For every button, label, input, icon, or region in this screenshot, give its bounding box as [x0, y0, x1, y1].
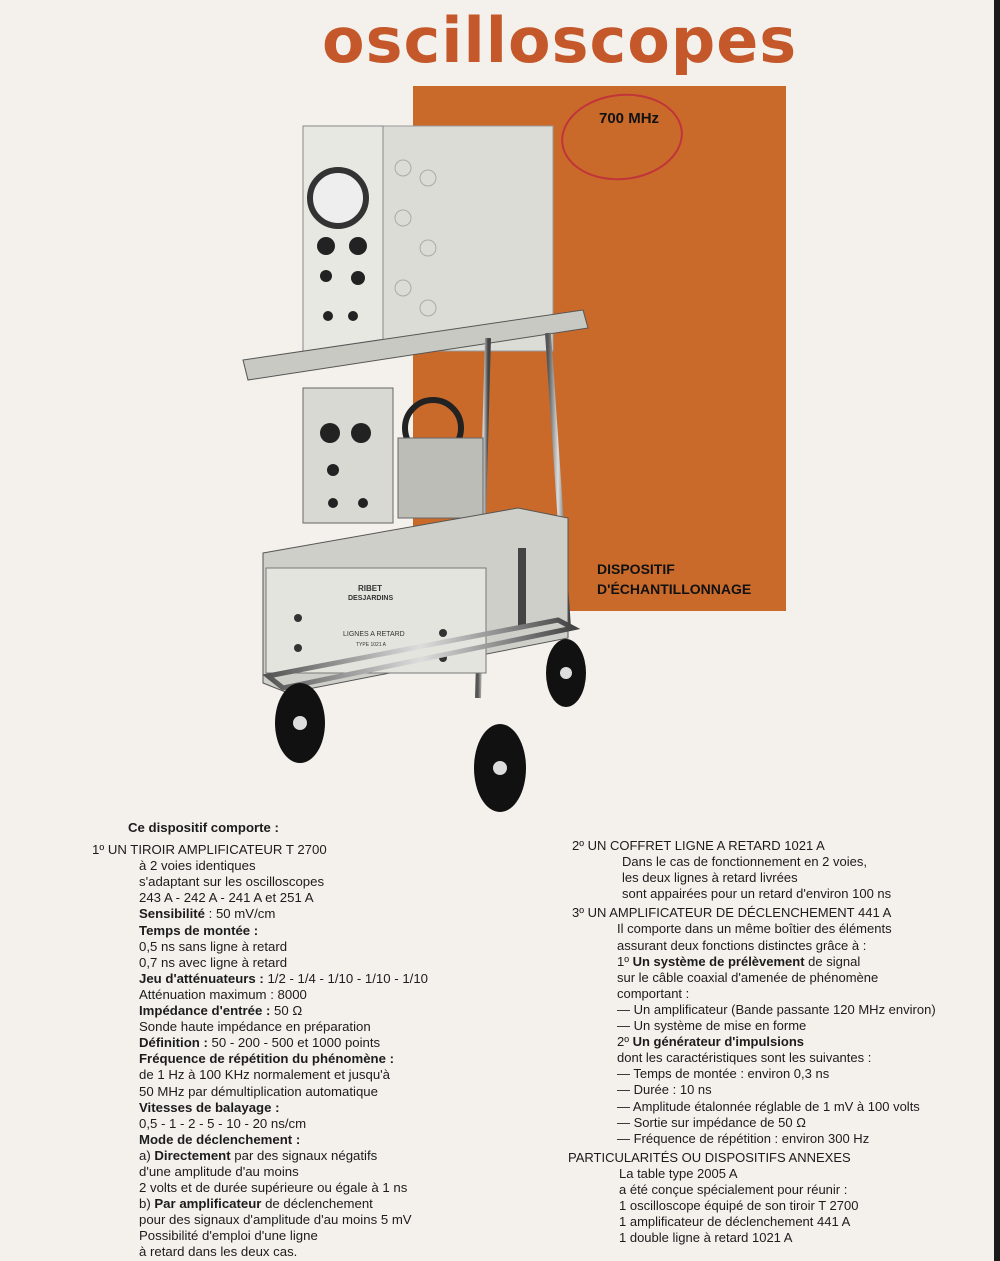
annex-title: PARTICULARITÉS OU DISPOSITIFS ANNEXES	[568, 1149, 851, 1165]
spec-label: Sensibilité	[139, 906, 205, 922]
cart-brand-text: RIBET	[358, 584, 382, 593]
text-line	[617, 954, 936, 970]
text-line: — Fréquence de répétition : environ 300 Hz	[617, 1130, 870, 1146]
text-line: s'adaptant sur les oscilloscopes	[139, 874, 325, 890]
text-line	[139, 1003, 428, 1019]
item3-title: 3º UN AMPLIFICATEUR DE DÉCLENCHEMENT 441 A	[572, 905, 892, 921]
spec-label: Mode de déclenchement :	[139, 1131, 301, 1147]
spec-label: Vitesses de balayage :	[139, 1099, 280, 1115]
text-line: 0,5 - 1 - 2 - 5 - 10 - 20 ns/cm	[139, 1115, 307, 1131]
text-line: 2 volts et de durée supérieure ou égale à 1 ns	[139, 1180, 408, 1196]
text-line: les deux lignes à retard livrées	[622, 870, 798, 886]
text-line: Dans le cas de fonctionnement en 2 voies,	[622, 854, 867, 870]
text-line: sont appairées pour un retard d'environ 100 ns	[622, 886, 892, 902]
text-line: dont les caractéristiques sont les suivantes :	[617, 1050, 872, 1066]
text-line: assurant deux fonctions distinctes grâce à :	[617, 937, 867, 953]
spec-label: Un générateur d'impulsions	[632, 1034, 804, 1050]
text-line: — Un amplificateur (Bande passante 120 MHz environ)	[617, 1001, 936, 1017]
cart-panel-label: LIGNES A RETARD	[343, 631, 405, 638]
crt-screen	[310, 170, 366, 226]
spec-label: Directement	[154, 1147, 231, 1163]
text-line: 0,5 ns sans ligne à retard	[139, 938, 288, 954]
frequency-label: 700 MHz	[599, 110, 660, 127]
text-line: — Sortie sur impédance de 50 Ω	[617, 1114, 806, 1130]
spec-label: Jeu d'atténuateurs :	[139, 970, 264, 986]
text-line	[139, 1196, 428, 1212]
text-line	[139, 1148, 428, 1164]
text-line: Il comporte dans un même boîtier des éléments	[617, 921, 892, 937]
list-marker: a)	[139, 1147, 155, 1163]
text-line: 1 amplificateur de déclenchement 441 A	[619, 1214, 851, 1230]
text-line: 50 MHz par démultiplication automatique	[139, 1083, 378, 1099]
spec-label: Impédance d'entrée :	[139, 1003, 271, 1019]
text-line: pour des signaux d'amplitude d'au moins 5 mV	[139, 1212, 412, 1228]
device-caption	[597, 559, 751, 599]
text-line: a été conçue spécialement pour réunir :	[619, 1181, 848, 1197]
cart-panel-type: TYPE 1021 A	[356, 642, 387, 648]
text-line: sur le câble coaxial d'amenée de phénomène	[617, 969, 879, 985]
cart-brand-subtext: DESJARDINS	[348, 595, 394, 602]
spec-label: Un système de prélèvement	[632, 953, 805, 969]
text-line: — Un système de mise en forme	[617, 1018, 807, 1034]
spec-label: Temps de montée :	[139, 922, 259, 938]
text-line	[139, 906, 428, 922]
spec-label: Par amplificateur	[154, 1196, 262, 1212]
spec-label: Définition :	[139, 1035, 208, 1051]
text-line: 243 A - 242 A - 241 A et 251 A	[139, 890, 314, 906]
text-line	[139, 1035, 428, 1051]
text-line: — Temps de montée : environ 0,3 ns	[617, 1066, 830, 1082]
text-line: Sonde haute impédance en préparation	[139, 1019, 371, 1035]
text-line: à retard dans les deux cas.	[139, 1244, 298, 1260]
text-line: — Durée : 10 ns	[617, 1082, 712, 1098]
list-marker: 2º	[617, 1034, 633, 1050]
item1-title: 1º UN TIROIR AMPLIFICATEUR T 2700	[92, 842, 327, 858]
spec-value: 1/2 - 1/4 - 1/10 - 1/10 - 1/10	[263, 970, 428, 986]
amplifier-drawer	[303, 388, 393, 523]
right-column	[568, 838, 936, 1246]
text-line	[139, 971, 428, 987]
page-edge-shadow	[994, 0, 1000, 1261]
text-line: Possibilité d'emploi d'une ligne	[139, 1228, 318, 1244]
text-line: 1 oscilloscope équipé de son tiroir T 2700	[619, 1198, 859, 1214]
text-line	[617, 1034, 936, 1050]
text-line: comportant :	[617, 985, 690, 1001]
list-marker: b)	[139, 1196, 155, 1212]
text-line: de 1 Hz à 100 KHz normalement et jusqu'à	[139, 1067, 391, 1083]
item2-title: 2º UN COFFRET LIGNE A RETARD 1021 A	[572, 838, 825, 853]
list-marker: 1º	[617, 953, 633, 969]
spec-value: 50 Ω	[270, 1003, 303, 1019]
caption-line2: D'ÉCHANTILLONNAGE	[597, 581, 752, 597]
text-line: 0,7 ns avec ligne à retard	[139, 954, 288, 970]
text-line: Atténuation maximum : 8000	[139, 986, 307, 1002]
spec-value: par des signaux négatifs	[230, 1147, 378, 1163]
spec-label: Fréquence de répétition du phénomène :	[139, 1051, 394, 1067]
spec-value: 50 - 200 - 500 et 1000 points	[207, 1035, 381, 1051]
intro-heading: Ce dispositif comporte :	[128, 820, 279, 835]
oscilloscope-cart-photo	[228, 98, 608, 818]
text-line: — Amplitude étalonnée réglable de 1 mV à 100 volts	[617, 1098, 920, 1114]
text-line: à 2 voies identiques	[139, 858, 256, 874]
text-line: 1 double ligne à retard 1021 A	[619, 1230, 793, 1246]
spec-value: : 50 mV/cm	[204, 906, 276, 922]
text-line: d'une amplitude d'au moins	[139, 1163, 299, 1179]
text-line: La table type 2005 A	[619, 1165, 738, 1181]
caption-line1: DISPOSITIF	[597, 561, 675, 577]
left-column	[92, 820, 428, 1261]
spec-value: de signal	[804, 953, 861, 969]
spec-value: de déclenchement	[261, 1196, 373, 1212]
page-title: oscilloscopes	[322, 4, 798, 77]
